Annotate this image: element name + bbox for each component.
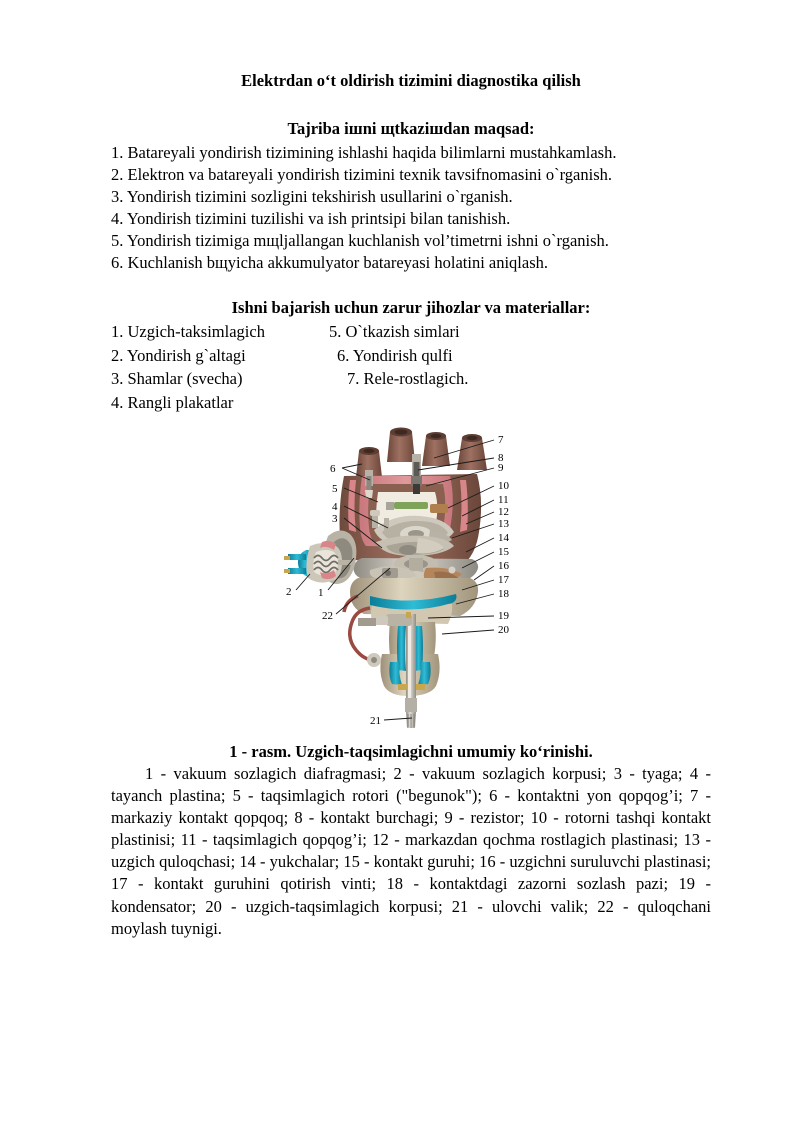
callout-6: 6: [330, 463, 336, 476]
callout-8: 8: [498, 452, 504, 465]
materials-item-1: 1. Uzgich-taksimlagich: [111, 322, 265, 342]
breaker-plate: [354, 555, 479, 581]
purpose-item-1: 1. Batareyali yondirish tizimining ishlashi haqida bilimlarni mustahkamlash.: [111, 142, 617, 162]
figure-caption: 1 - rasm. Uzgich-taqsimlagichni umumiy ko‘rinishi.: [229, 742, 593, 762]
materials-heading: Ishni bajarish uchun zarur jihozlar va materiallar:: [231, 297, 591, 317]
callout-22: 22: [322, 610, 333, 623]
callout-2: 2: [286, 586, 292, 599]
side-contact: [365, 470, 373, 498]
purpose-item-4: 4. Yondirish tizimini tuzilishi va ish printsipi bilan tanishish.: [111, 209, 511, 229]
materials-item-4: 4. Rangli plakatlar: [111, 392, 234, 412]
page-title: Elektrdan o‘t oldirish tizimini diagnostika qilish: [241, 71, 581, 90]
callout-9: 9: [498, 462, 504, 475]
materials-row: [111, 367, 711, 390]
materials-row: [111, 391, 711, 414]
materials-item-3: 3. Shamlar (svecha): [111, 369, 243, 389]
materials-row: [111, 320, 711, 343]
callout-11: 11: [498, 494, 509, 507]
callout-1: 1: [318, 587, 324, 600]
callout-13: 13: [498, 518, 509, 531]
figure-container: [111, 418, 711, 741]
callout-16: 16: [498, 560, 509, 573]
callout-5: 5: [332, 483, 338, 496]
materials-item-5: 5. O`tkazish simlari: [329, 322, 460, 342]
purpose-heading: Tajriba iшni щtkaziшdan maqsad:: [287, 118, 535, 138]
section-spacer: [111, 275, 711, 297]
materials-item-6: 6. Yondirish qulfi: [337, 345, 453, 365]
figure-description: 1 - vakuum sozlagich diafragmasi; 2 - vakuum sozlagich korpusi; 3 - tyaga; 4 - tayanch plastina; 5 - taqsimlagich rotori ("begunok"); 6 - kontaktni yon qopqog’i; 7 - markaziy kontakt qopqoq; 8 - kontakt burchagi; 9 - rezistor; 10 - rotorni tashqi kontakt plastinisi; 11 - taqsimlagich qopqog’i; 12 - markazdan qochma rostlagich plastinasi; 13 - uzgich quloqchasi; 14 - yukchalar; 15 - kontakt guruhi; 16 - uzgichni suruluvchi plastinasi; 17 - kontakt guruhini qotirish vinti; 18 - kontaktdagi zazorni sozlash pazi; 19 - kondensator; 20 - uzgich-taqsimlagich korpusi; 21 - ulovchi valik; 22 - quloqchani moylash tuynigi.: [111, 763, 711, 938]
purpose-item-2: 2. Elektron va batareyali yondirish tizimini texnik tavsifnomasini o`rganish.: [111, 164, 613, 184]
callout-4: 4: [332, 501, 338, 514]
purpose-item-5: 5. Yondirish tizimiga mщljallangan kuchlanish vol’timetrni ishni o`rganish.: [111, 231, 609, 251]
callout-21: 21: [370, 715, 381, 728]
callout-15: 15: [498, 546, 509, 559]
callout-10: 10: [498, 480, 509, 493]
materials-row: [111, 344, 711, 367]
materials-item-2: 2. Yondirish g`altagi: [111, 345, 246, 365]
materials-item-7: 7. Rele-rostlagich.: [347, 369, 469, 389]
callout-7: 7: [498, 434, 504, 447]
purpose-item-6: 6. Kuchlanish bщyicha akkumulyator batareyasi holatini aniqlash.: [111, 253, 549, 273]
callout-14: 14: [498, 532, 509, 545]
purpose-item-3: 3. Yondirish tizimini sozligini tekshirish usullarini o`rganish.: [111, 186, 513, 206]
resistor: [394, 502, 428, 509]
callout-19: 19: [498, 610, 509, 623]
callout-20: 20: [498, 624, 509, 637]
callout-3: 3: [332, 513, 338, 526]
callout-18: 18: [498, 588, 509, 601]
callout-12: 12: [498, 506, 509, 519]
callout-17: 17: [498, 574, 509, 587]
document-content: [111, 70, 711, 940]
ignition-distributor-cutaway-image: [266, 418, 556, 736]
